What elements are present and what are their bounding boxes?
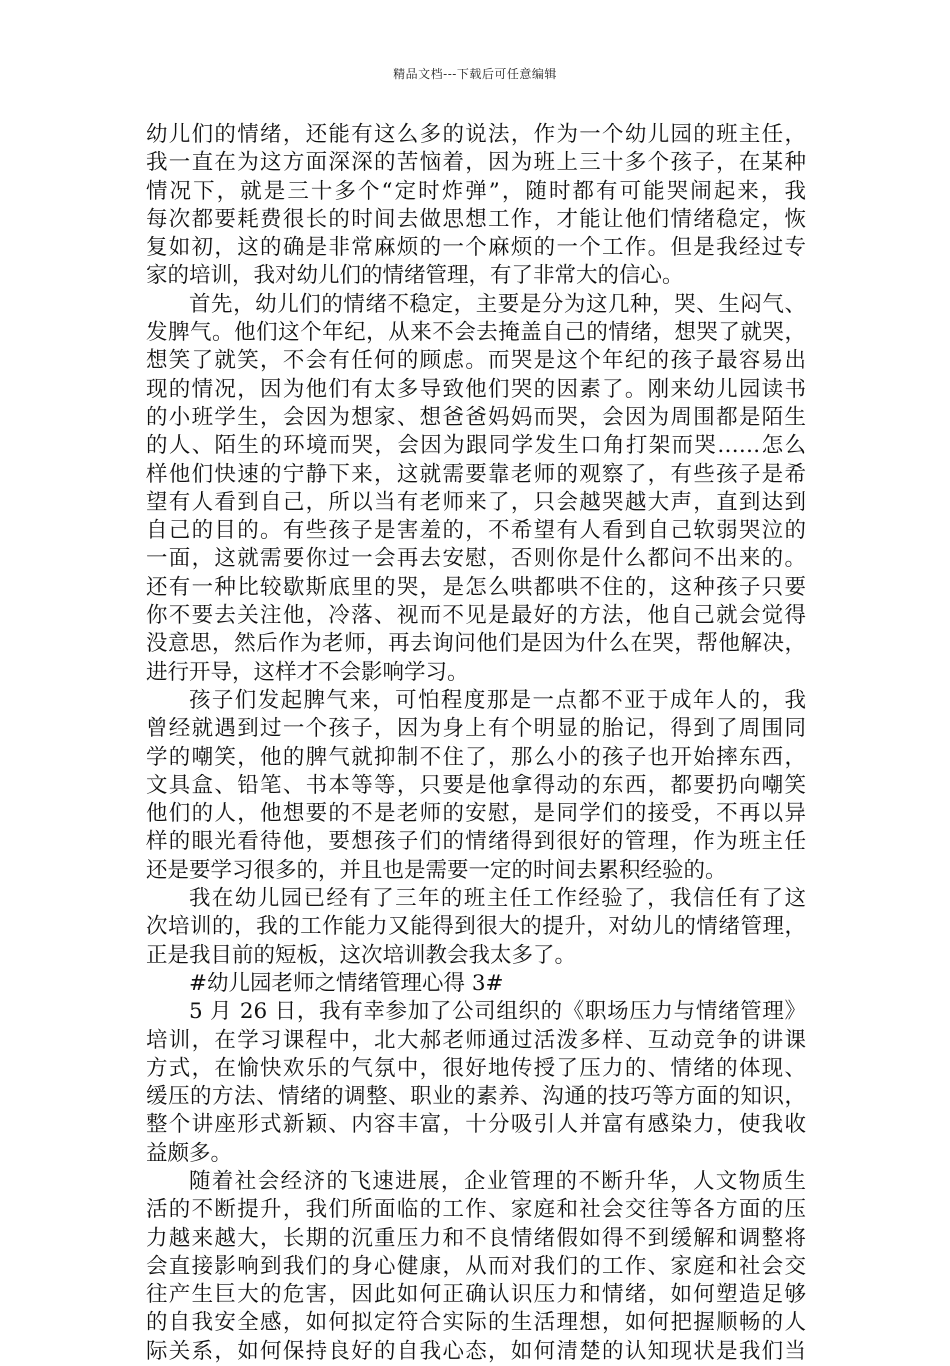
paragraph [146, 998, 806, 1168]
text-line: 益颇多。 [146, 1140, 233, 1166]
text-line: 样他们快速的宁静下来，这就需要靠老师的观察了，有些孩子是希 [146, 461, 806, 487]
text-line: 5 月 26 日，我有幸参加了公司组织的《职场压力与情绪管理》 [189, 999, 806, 1025]
text-line: 自己的目的。有些孩子是害羞的，不希望有人看到自己软弱哭泣的 [146, 518, 806, 544]
text-line: 一面，这就需要你过一会再去安慰，否则你是什么都问不出来的。 [146, 546, 806, 572]
text-line: 没意思，然后作为老师，再去询问他们是因为什么在哭，帮他解决， [146, 631, 806, 657]
paragraph [146, 121, 806, 291]
paragraph [146, 970, 806, 998]
text-line: 我在幼儿园已经有了三年的班主任工作经验了，我信任有了这 [189, 886, 806, 912]
text-line: 幼儿们的情绪，还能有这么多的说法，作为一个幼儿园的班主任， [146, 122, 806, 147]
paragraph [146, 291, 806, 687]
page-header: 精品文档---下载后可任意编辑 [393, 67, 557, 81]
text-line: 进行开导，这样才不会影响学习。 [146, 659, 469, 685]
text-line: 现的情况，因为他们有太多导致他们哭的因素了。刚来幼儿园读书 [146, 376, 806, 402]
text-line: 活的不断提升，我们所面临的工作、家庭和社会交往等各方面的压 [146, 1197, 806, 1223]
paragraph [146, 687, 806, 885]
text-line: 曾经就遇到过一个孩子，因为身上有个明显的胎记，得到了周围同 [146, 716, 806, 742]
text-line: 培训，在学习课程中，北大郝老师通过活泼多样、互动竞争的讲课 [146, 1027, 806, 1053]
text-line: 复如初，这的确是非常麻烦的一个麻烦的一个工作。但是我经过专 [146, 235, 806, 261]
text-line: 学的嘲笑，他的脾气就抑制不住了，那么小的孩子也开始摔东西， [146, 744, 806, 770]
text-line: 还是要学习很多的，并且也是需要一定的时间去累积经验的。 [146, 857, 727, 883]
text-line: 想笑了就笑，不会有任何的顾虑。而哭是这个年纪的孩子最容易出 [146, 348, 806, 374]
text-line: 会直接影响到我们的身心健康，从而对我们的工作、家庭和社会交 [146, 1253, 806, 1279]
text-line: 往产生巨大的危害，因此如何正确认识压力和情绪，如何塑造足够 [146, 1282, 806, 1308]
text-line: 家的培训，我对幼儿们的情绪管理，有了非常大的信心。 [146, 263, 684, 289]
text-line: 正是我目前的短板，这次培训教会我太多了。 [146, 942, 577, 968]
text-line: 情况下，就是三十多个“定时炸弹”，随时都有可能哭闹起来，我 [146, 178, 806, 204]
text-line: 随着社会经济的飞速进展，企业管理的不断升华，人文物质生 [189, 1168, 806, 1194]
text-line: 你不要去关注他，冷落、视而不见是最好的方法，他自己就会觉得 [146, 603, 806, 629]
text-line: 每次都要耗费很长的时间去做思想工作，才能让他们情绪稳定，恢 [146, 206, 806, 232]
text-line: 的自我安全感，如何拟定符合实际的生活理想，如何把握顺畅的人 [146, 1310, 806, 1336]
text-line: 缓压的方法、情绪的调整、职业的素养、沟通的技巧等方面的知识， [146, 1084, 806, 1110]
text-line: 还有一种比较歇斯底里的哭，是怎么哄都哄不住的，这种孩子只要 [146, 574, 806, 600]
text-line: #幼儿园老师之情绪管理心得 3# [189, 970, 504, 996]
text-line: 发脾气。他们这个年纪，从来不会去掩盖自己的情绪，想哭了就哭， [146, 320, 806, 346]
text-line: 孩子们发起脾气来，可怕程度那是一点都不亚于成年人的，我 [189, 687, 806, 713]
text-line: 际关系，如何保持良好的自我心态，如何清楚的认知现状是我们当 [146, 1338, 806, 1364]
text-line: 方式，在愉快欢乐的气氛中，很好地传授了压力的、情绪的体现、 [146, 1055, 806, 1081]
text-line: 我一直在为这方面深深的苦恼着，因为班上三十多个孩子，在某种 [146, 150, 806, 176]
text-line: 首先，幼儿们的情绪不稳定，主要是分为这几种，哭、生闷气、 [189, 291, 806, 317]
text-line: 力越来越大，长期的沉重压力和不良情绪假如得不到缓解和调整将 [146, 1225, 806, 1251]
text-line: 样的眼光看待他，要想孩子们的情绪得到很好的管理，作为班主任 [146, 829, 806, 855]
document-body [146, 121, 806, 1366]
text-line: 文具盒、铅笔、书本等等，只要是他拿得动的东西，都要扔向嘲笑 [146, 772, 806, 798]
text-line: 的人、陌生的环境而哭，会因为跟同学发生口角打架而哭……怎么 [146, 433, 806, 459]
text-line: 望有人看到自己，所以当有老师来了，只会越哭越大声，直到达到 [146, 489, 806, 515]
text-line: 整个讲座形式新颖、内容丰富，十分吸引人并富有感染力，使我收 [146, 1112, 806, 1138]
paragraph [146, 1168, 806, 1366]
text-line: 次培训的，我的工作能力又能得到很大的提升，对幼儿的情绪管理， [146, 914, 806, 940]
text-line: 的小班学生，会因为想家、想爸爸妈妈而哭，会因为周围都是陌生 [146, 404, 806, 430]
paragraph [146, 885, 806, 970]
text-line: 他们的人，他想要的不是老师的安慰，是同学们的接受，不再以异 [146, 801, 806, 827]
